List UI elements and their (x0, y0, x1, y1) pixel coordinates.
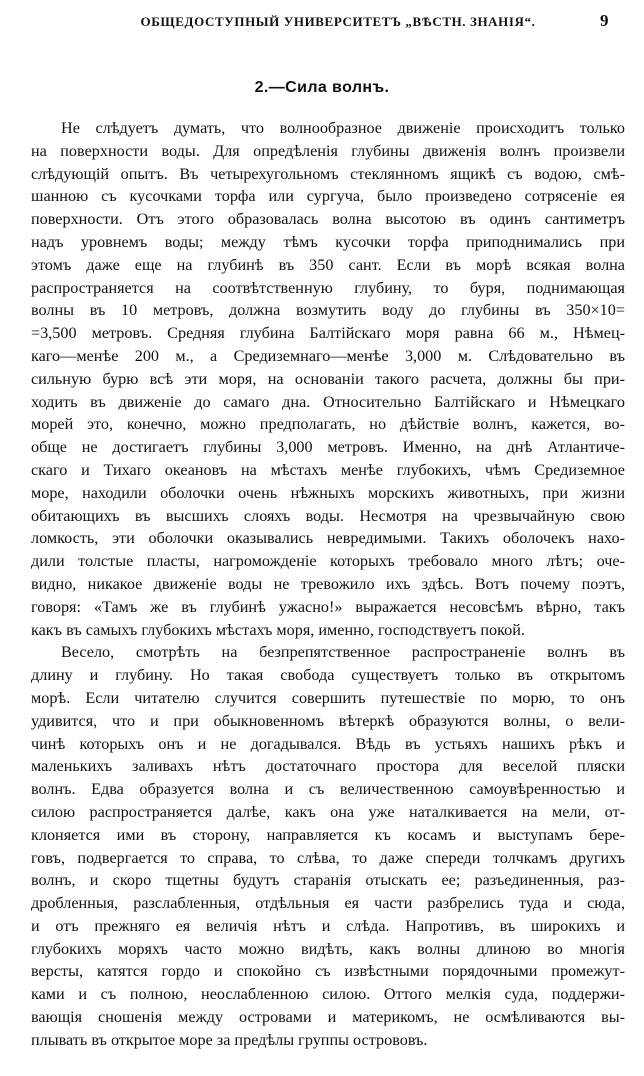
text-line: волнъ. Едва образуется волна и съ величественною самоувѣренностью и (31, 780, 625, 799)
text-line: дробленныя, разслабленныя, отдѣльныя ея части разбрелись туда и сюда, (31, 894, 625, 913)
text-line: чинѣ которыхъ онъ и не догадывался. Вѣдь въ устьяхъ нашихъ рѣкъ и (31, 734, 625, 753)
text-line: длину и глубину. Но такая свобода существуетъ только въ открытомъ (31, 666, 625, 685)
page-number: 9 (600, 11, 609, 30)
text-line: на поверхности воды. Для опредѣленія глубины движенія волнъ произвели (31, 141, 625, 160)
paragraph-2 (31, 641, 625, 1051)
text-line: надъ уровнемъ воды; между тѣмъ кусочки торфа приподнимались при (31, 232, 625, 251)
text-line: маленькихъ заливахъ нѣтъ достаточнаго простора для веселой пляски (31, 757, 625, 776)
text-line: слѣдующій опытъ. Въ четырехугольномъ стеклянномъ ящикѣ съ водою, смѣ- (31, 164, 625, 183)
text-line: вающія сношенія между островами и материкомъ, не осмѣливаются вы- (31, 1008, 625, 1027)
text-line: глубокихъ моряхъ часто можно видѣть, какъ волны длиною во многія (31, 939, 625, 958)
running-head: ОБЩЕДОСТУПНЫЙ УНИВЕРСИТЕТЪ „ВѢСТН. ЗНАНІЯ“. (140, 14, 536, 29)
text-line: Весело, смотрѣть на безпрепятственное распространеніе волнъ въ (61, 643, 625, 662)
section-title: 2.—Сила волнъ. (254, 79, 390, 96)
text-line: и отъ прежняго ея величія нѣтъ и слѣда. Напротивъ, въ широкихъ и (31, 916, 625, 935)
text-line: какъ въ самыхъ глубокихъ мѣстахъ моря, именно, господствуетъ покой. (31, 620, 525, 639)
text-line: скаго и Тихаго океановъ на мѣстахъ менѣе глубокихъ, чѣмъ Средиземное (31, 460, 625, 479)
text-line: =3,500 метровъ. Средняя глубина Балтійскаго моря равна 66 м., Нѣмец- (31, 324, 625, 343)
text-line: говоря: «Тамъ же въ глубинѣ ужасно!» выражается несовсѣмъ вѣрно, такъ (31, 597, 625, 616)
paragraph-1 (31, 117, 625, 641)
text-line: морей это, конечно, можно предполагать, но дѣйствіе волнъ, кажется, во- (31, 415, 625, 434)
text-line: ками и съ полною, неослабленною силою. Оттого мелкія суда, поддержи- (31, 985, 625, 1004)
text-line: каго—менѣе 200 м., а Средиземнаго—менѣе 3,000 м. Слѣдовательно въ (31, 346, 625, 365)
text-line: морѣ. Если читателю случится совершить путешествіе по морю, то онъ (31, 688, 625, 707)
text-line: силою распространяется далѣе, какъ она уже наталкивается на мели, от- (31, 802, 625, 821)
text-line: плывать въ открытое море за предѣлы группы острововъ. (31, 1030, 428, 1049)
text-line: обще не достигаетъ глубины 3,000 метровъ. Именно, на днѣ Атлантиче- (31, 438, 625, 457)
text-line: удивится, что и при обыкновенномъ вѣтеркѣ образуются волны, о вели- (31, 711, 625, 730)
text-line: видно, никакое движеніе воды не тревожило ихъ здѣсь. Вотъ почему поэтъ, (31, 574, 625, 593)
body-text (31, 117, 625, 1052)
text-line: дили толстые пласты, нагроможденіе которыхъ требовало много лѣтъ; оче- (31, 552, 625, 571)
text-line: ломкость, эти оболочки оказывались невредимыми. Такихъ оболочекъ нахо- (31, 529, 625, 548)
text-line: распространяется на соотвѣтственную глубину, то буря, поднимающая (31, 278, 625, 297)
text-line: море, находили оболочки очень нѣжныхъ морскихъ животныхъ, при жизни (31, 483, 625, 502)
text-line: говъ, подвергается то справа, то слѣва, то даже спереди толчкамъ другихъ (31, 848, 625, 867)
text-line: версты, катятся гордо и спокойно съ извѣстными порядочными промежут- (31, 962, 625, 981)
text-line: ходить въ движеніе до самаго дна. Относительно Балтійскаго и Нѣмецкаго (31, 392, 625, 411)
text-line: поверхности. Отъ этого образовалась волна высотою въ одинъ сантиметръ (31, 210, 625, 229)
text-line: обитающихъ въ высшихъ слояхъ воды. Несмотря на чрезвычайную свою (31, 506, 625, 525)
text-line: клоняется ими въ сторону, направляется къ косамъ и выступамъ бере- (31, 825, 625, 844)
text-line: шанною съ кусочками торфа или сургуча, было произведено сотрясеніе ея (31, 187, 625, 206)
text-line: волны въ 10 метровъ, должна возмутить воду до глубины въ 350×10= (31, 301, 625, 320)
text-line: сильную бурю всѣ эти моря, на основаніи такого расчета, должны бы при- (31, 369, 625, 388)
text-line: волнъ, и скоро тщетны будутъ старанія отыскать ее; разъединенныя, раз- (31, 871, 625, 890)
text-line: Не слѣдуетъ думать, что волнообразное движеніе происходитъ только (61, 119, 625, 137)
text-line: этомъ даже еще на глубинѣ въ 350 сант. Если въ морѣ всякая волна (31, 255, 625, 274)
